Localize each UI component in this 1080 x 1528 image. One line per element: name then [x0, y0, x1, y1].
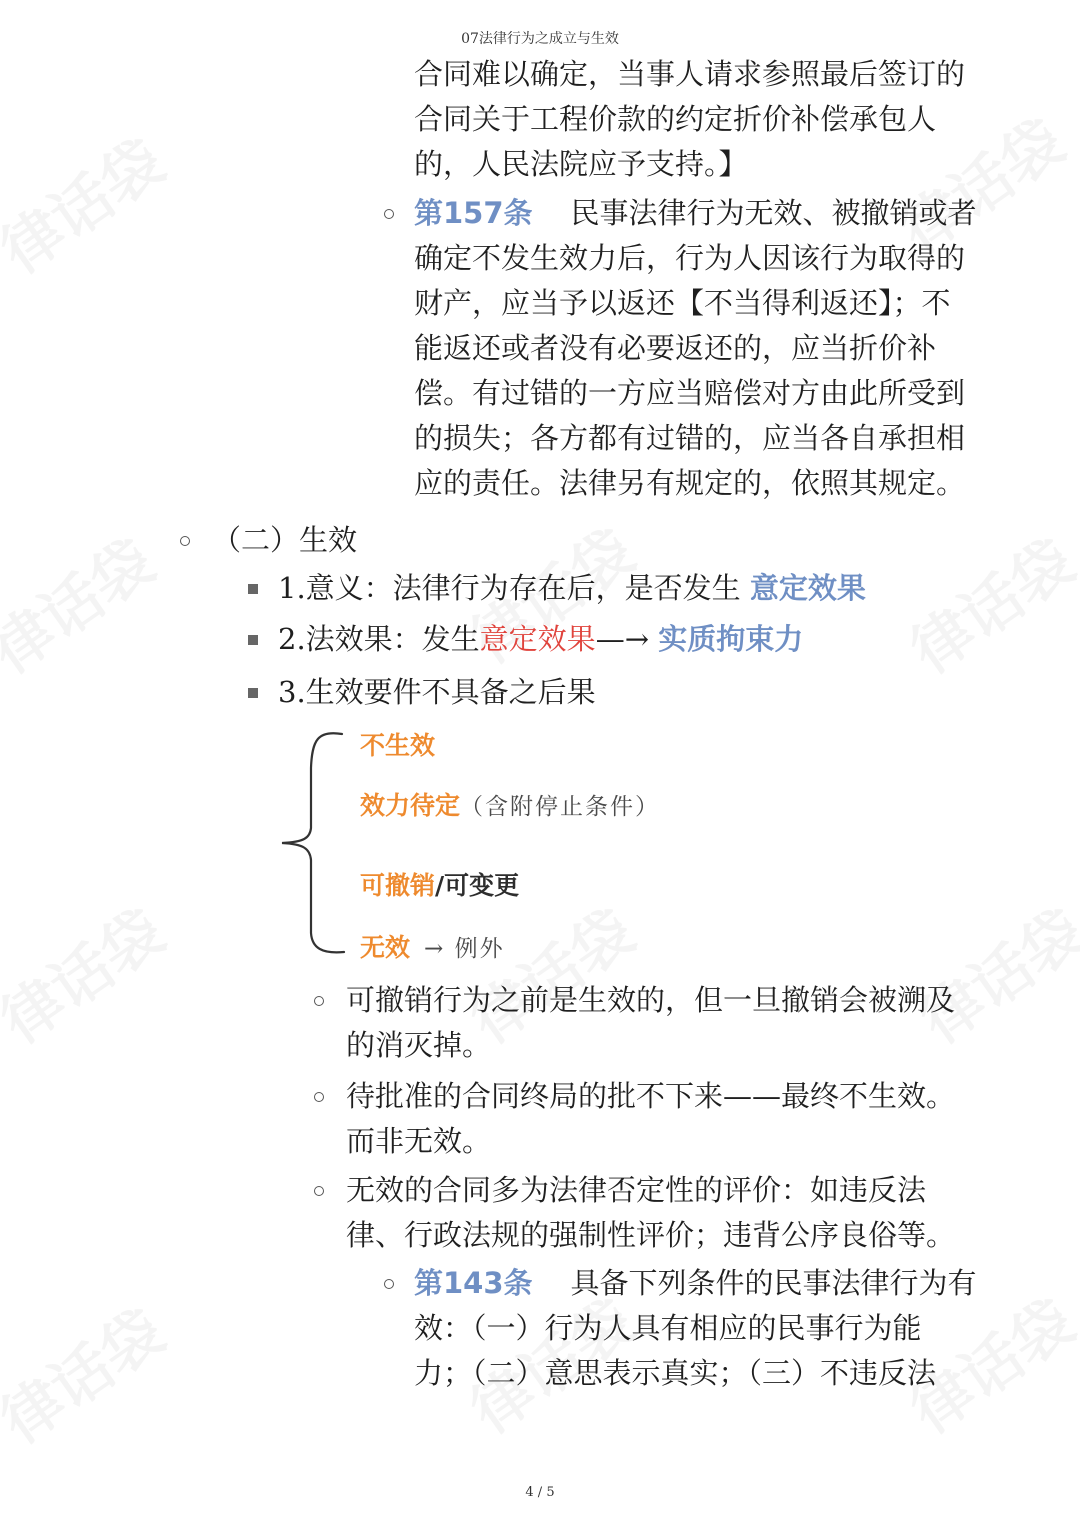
section-title: （二）生效	[212, 523, 358, 557]
text-line	[414, 1261, 977, 1306]
text-line: 应的责任。法律另有规定的，依照其规定。	[414, 466, 966, 500]
article-143	[414, 1261, 977, 1396]
text-line: 能返还或者没有必要返还的，应当折价补	[414, 331, 937, 365]
list-item	[278, 566, 866, 611]
highlight-blue: 实质拘束力	[658, 622, 804, 656]
text-line: 效：（一）行为人具有相应的民事行为能	[414, 1311, 922, 1345]
outcome-void	[360, 928, 505, 964]
watermark	[0, 886, 178, 1060]
highlight-red: 意定效果	[479, 622, 596, 656]
note-item	[346, 1074, 955, 1164]
bullet-circle-icon	[384, 1279, 394, 1289]
highlight-text: 意定效果	[749, 571, 866, 605]
text-line	[414, 191, 977, 236]
item-text: 2.法效果：发生	[278, 622, 480, 656]
outcome-revocable	[360, 866, 519, 902]
outcome-pending-label: 效力待定	[360, 791, 461, 820]
bullet-square-icon	[248, 688, 258, 698]
text-line: 律、行政法规的强制性评价；违背公序良俗等。	[346, 1218, 956, 1252]
outcome-pending	[360, 786, 660, 822]
text-line: 合同难以确定，当事人请求参照最后签订的	[414, 57, 966, 91]
arrow-text: —→	[595, 622, 659, 656]
list-item: 3.生效要件不具备之后果	[278, 675, 596, 709]
watermark	[0, 1286, 178, 1460]
note-item	[346, 978, 955, 1068]
bullet-circle-icon	[180, 536, 190, 546]
watermark	[892, 516, 1080, 690]
outcome-modifiable-label: /可变更	[435, 871, 520, 900]
text-line: 财产，应当予以返还【不当得利返还】；不	[414, 286, 951, 320]
text-line: 的消灭掉。	[346, 1028, 492, 1062]
outcome-pending-note: （含附停止条件）	[460, 794, 661, 820]
article-text: 具备下列条件的民事法律行为有	[570, 1266, 977, 1300]
list-item	[278, 617, 803, 662]
outcome-not-effective: 不生效	[360, 731, 436, 760]
bullet-square-icon	[248, 635, 258, 645]
outcome-revocable-label: 可撤销	[360, 871, 436, 900]
outcome-void-label: 无效	[360, 933, 411, 962]
text-line: 待批准的合同终局的批不下来——最终不生效。	[346, 1079, 956, 1113]
bullet-circle-icon	[384, 209, 394, 219]
text-line: 力；（二）意思表示真实；（三）不违反法	[414, 1356, 937, 1390]
page-number: 4 / 5	[525, 1485, 555, 1500]
text-line: 可撤销行为之前是生效的，但一旦撤销会被溯及	[346, 983, 956, 1017]
watermark	[0, 116, 178, 290]
bullet-circle-icon	[314, 1092, 324, 1102]
outcome-void-note: → 例外	[424, 936, 505, 962]
text-line: 合同关于工程价款的约定折价补偿承包人	[414, 102, 937, 136]
item-text: 1.意义：法律行为存在后，是否发生	[278, 571, 750, 605]
bullet-circle-icon	[314, 1186, 324, 1196]
note-item	[346, 1168, 955, 1258]
page-header: 07法律行为之成立与生效	[461, 31, 619, 47]
article-text: 民事法律行为无效、被撤销或者	[570, 196, 977, 230]
article-label: 第157条	[414, 196, 533, 230]
bullet-square-icon	[248, 584, 258, 594]
article-label: 第143条	[414, 1266, 533, 1300]
bullet-circle-icon	[314, 996, 324, 1006]
text-line: 的损失；各方都有过错的，应当各自承担相	[414, 421, 966, 455]
quote-continuation	[414, 52, 965, 187]
text-line: 而非无效。	[346, 1124, 492, 1158]
brace-icon	[278, 728, 348, 958]
article-157	[414, 191, 977, 506]
watermark	[0, 516, 168, 690]
text-line: 确定不发生效力后，行为人因该行为取得的	[414, 241, 966, 275]
text-line: 无效的合同多为法律否定性的评价：如违反法	[346, 1173, 927, 1207]
text-line: 偿。有过错的一方应当赔偿对方由此所受到	[414, 376, 966, 410]
text-line: 的，人民法院应予支持。】	[414, 147, 748, 181]
